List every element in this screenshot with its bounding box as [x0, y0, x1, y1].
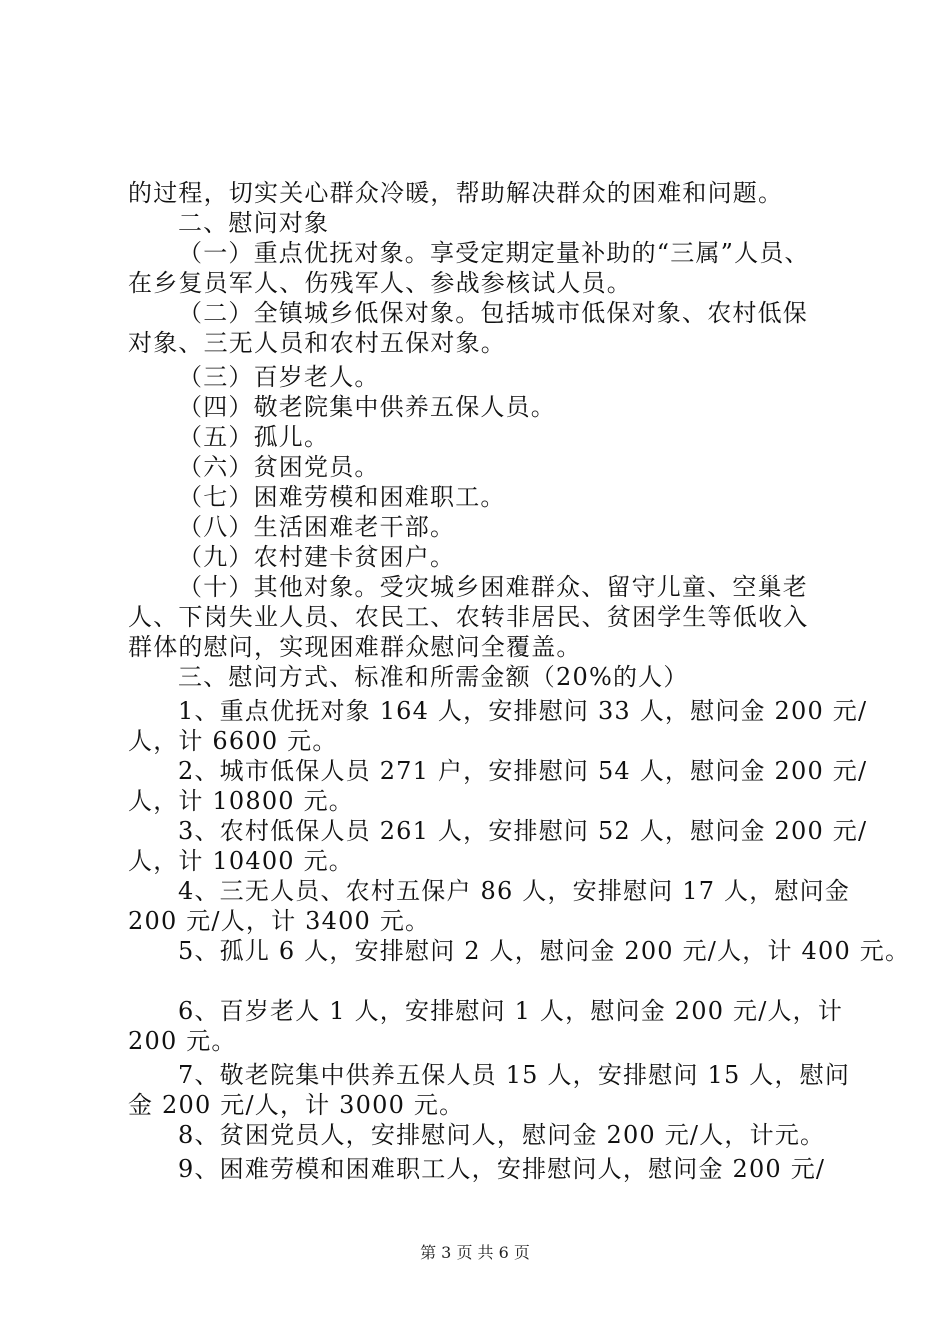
- list-item: （五）孤儿。: [178, 423, 330, 451]
- body-line: 对象、三无人员和农村五保对象。: [128, 329, 506, 357]
- list-item: 5、孤儿 6 人，安排慰问 2 人，慰问金 200 元/人，计 400 元。: [178, 937, 911, 965]
- list-item: （四）敬老院集中供养五保人员。: [178, 393, 556, 421]
- body-line: 人，计 6600 元。: [128, 727, 338, 755]
- body-line: 人，计 10800 元。: [128, 787, 355, 815]
- body-line: 200 元。: [128, 1027, 237, 1055]
- body-line: 的过程，切实关心群众冷暖，帮助解决群众的困难和问题。: [128, 179, 784, 207]
- list-item: 2、城市低保人员 271 户，安排慰问 54 人，慰问金 200 元/: [178, 757, 868, 785]
- list-item: 4、三无人员、农村五保户 86 人，安排慰问 17 人，慰问金: [178, 877, 851, 905]
- list-item: （八）生活困难老干部。: [178, 513, 456, 541]
- list-item: （一）重点优抚对象。享受定期定量补助的“三属”人员、: [178, 239, 810, 267]
- list-item: 7、敬老院集中供养五保人员 15 人，安排慰问 15 人，慰问: [178, 1061, 851, 1089]
- body-line: 群体的慰问，实现困难群众慰问全覆盖。: [128, 633, 582, 661]
- list-item: 6、百岁老人 1 人，安排慰问 1 人，慰问金 200 元/人，计: [178, 997, 844, 1025]
- list-item: （二）全镇城乡低保对象。包括城市低保对象、农村低保: [178, 299, 808, 327]
- list-item: （三）百岁老人。: [178, 363, 380, 391]
- body-line: 人，计 10400 元。: [128, 847, 355, 875]
- body-line: 在乡复员军人、伤残军人、参战参核试人员。: [128, 269, 632, 297]
- list-item: 8、贫困党员人，安排慰问人，慰问金 200 元/人，计元。: [178, 1121, 826, 1149]
- list-item: （九）农村建卡贫困户。: [178, 543, 456, 571]
- list-item: （七）困难劳模和困难职工。: [178, 483, 506, 511]
- list-item: 3、农村低保人员 261 人，安排慰问 52 人，慰问金 200 元/: [178, 817, 868, 845]
- section-heading: 三、慰问方式、标准和所需金额（20%的人）: [178, 663, 689, 691]
- list-item: 9、困难劳模和困难职工人，安排慰问人，慰问金 200 元/: [178, 1155, 826, 1183]
- list-item: （十）其他对象。受灾城乡困难群众、留守儿童、空巢老: [178, 573, 808, 601]
- list-item: （六）贫困党员。: [178, 453, 380, 481]
- section-heading: 二、慰问对象: [178, 209, 330, 237]
- body-line: 200 元/人，计 3400 元。: [128, 907, 431, 935]
- list-item: 1、重点优抚对象 164 人，安排慰问 33 人，慰问金 200 元/: [178, 697, 868, 725]
- body-line: 人、下岗失业人员、农民工、农转非居民、贫困学生等低收入: [128, 603, 809, 631]
- body-line: 金 200 元/人，计 3000 元。: [128, 1091, 465, 1119]
- page-footer: 第 3 页 共 6 页: [420, 1243, 530, 1262]
